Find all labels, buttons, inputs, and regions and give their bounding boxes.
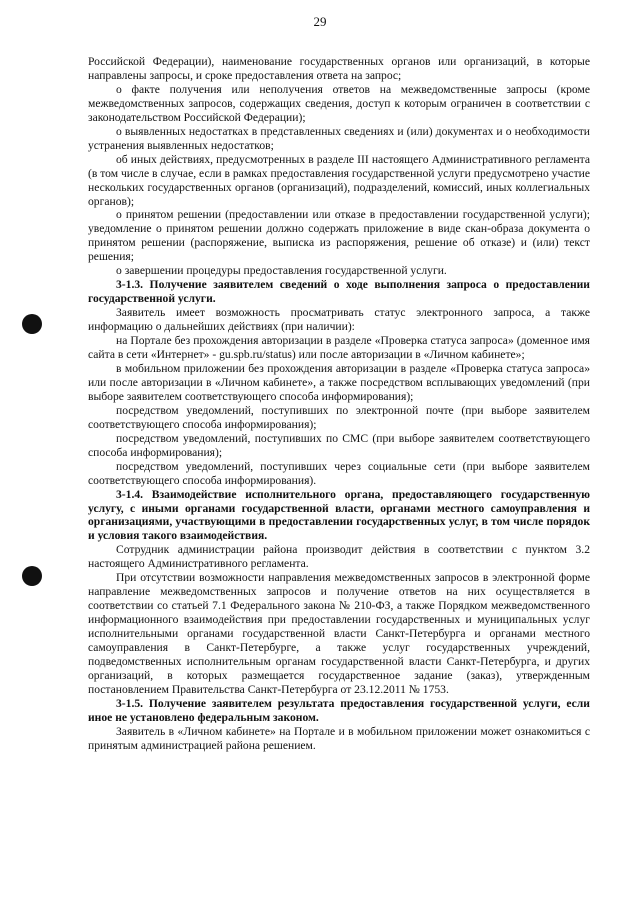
paragraph-completion: о завершении процедуры предоставления государственной услуги. (116, 264, 447, 278)
section-heading-3-1-3: 3-1.3. Получение заявителем сведений о ходе выполнения запроса о предоставлении государственной услуги. (88, 278, 590, 306)
paragraph-mobile-app: в мобильном приложении без прохождения авторизации в разделе «Проверка статуса запроса» или после авторизации в «Личном кабинете», а также посредством всплывающих уведомлений (при выборе заявителем соответствующего способа информирования); (88, 361, 590, 403)
paragraph-continuation: Российской Федерации), наименование государственных органов или организаций, в которые направлены запросы, и сроке предоставления ответа на запрос; (88, 55, 590, 82)
binder-hole-upper (22, 314, 42, 334)
paragraph-personal-account: Заявитель в «Личном кабинете» на Портале и в мобильном приложении может ознакомиться с принятым администрацией района решением. (88, 724, 590, 752)
paragraph-portal: на Портале без прохождения авторизации в разделе «Проверка статуса запроса» (доменное имя сайта в сети «Интернет» - gu.spb.ru/status) или после авторизации в «Личном кабинете»; (88, 334, 590, 362)
paragraph-decision: о принятом решении (предоставлении или отказе в предоставлении государственной услуги); уведомление о принятом решении должно содержать приложение в виде скан-образа документа о принятом решении (распоряжение, выписка из распоряжения, решение об отказе) и (или) текст решения; (88, 208, 590, 264)
section-heading-3-1-5: 3-1.5. Получение заявителем результата предоставления государственной услуги, если иное не установлено федеральным законом. (88, 696, 590, 724)
paragraph-email: посредством уведомлений, поступивших по электронной почте (при выборе заявителем соответствующего способа информирования); (88, 403, 590, 431)
paragraph-administration-actions: Сотрудник администрации района производит действия в соответствии с пунктом 3.2 настоящего Административного регламента. (88, 543, 590, 571)
paragraph-other-actions: об иных действиях, предусмотренных в разделе III настоящего Административного регламента (в том числе в случае, если в рамках предоставления государственной услуги предусмотрено участие нескольких государственных органов (организаций), подразделений, комиссий, иных коллегиальных органов); (88, 152, 590, 208)
paragraph-sms: посредством уведомлений, поступивших по СМС (при выборе заявителем соответствующего способа информирования); (88, 431, 590, 459)
section-heading-3-1-4: 3-1.4. Взаимодействие исполнительного органа, предоставляющего государственную услугу, с иными органами государственной власти, органами местного самоуправления и организациями, участвующими в предоставлении государственных услуг, в том числе порядок и условия такого взаимодействия. (88, 487, 590, 543)
paragraph-identified-deficiencies: о выявленных недостатках в представленных сведениях и (или) документах и о необходимости устранения выявленных недостатков; (88, 124, 590, 152)
paragraph-status-view: Заявитель имеет возможность просматривать статус электронного запроса, а также информацию о дальнейших действиях (при наличии): (88, 306, 590, 334)
paragraph-social-networks: посредством уведомлений, поступивших через социальные сети (при выборе заявителем соответствующего способа информирования). (88, 459, 590, 487)
paragraph-interagency-requests: При отсутствии возможности направления межведомственных запросов в электронной форме направление межведомственных запросов и получение ответов на них осуществляется в соответствии со статьей 7.1 Федерального закона № 210-ФЗ, а также Порядком межведомственного информационного взаимодействия при предоставлении государственных и муниципальных услуг исполнительными органами государственной власти Санкт-Петербурга и органами местного самоуправления в Санкт-Петербурге, а также услуг государственных учреждений, подведомственных исполнительным органам государственной власти Санкт-Петербурга, и других организаций, в которых размещается государственное задание (заказ), утвержденным постановлением Правительства Санкт-Петербурга от 23.12.2011 № 1753. (88, 571, 590, 696)
paragraph-interagency-responses: о факте получения или неполучения ответов на межведомственные запросы (кроме межведомственных запросов, содержащих сведения, доступ к которым ограничен в соответствии с законодательством Российской Федерации); (88, 82, 590, 124)
page-number: 29 (313, 14, 327, 29)
document-body (88, 55, 590, 753)
binder-hole-lower (22, 566, 42, 586)
